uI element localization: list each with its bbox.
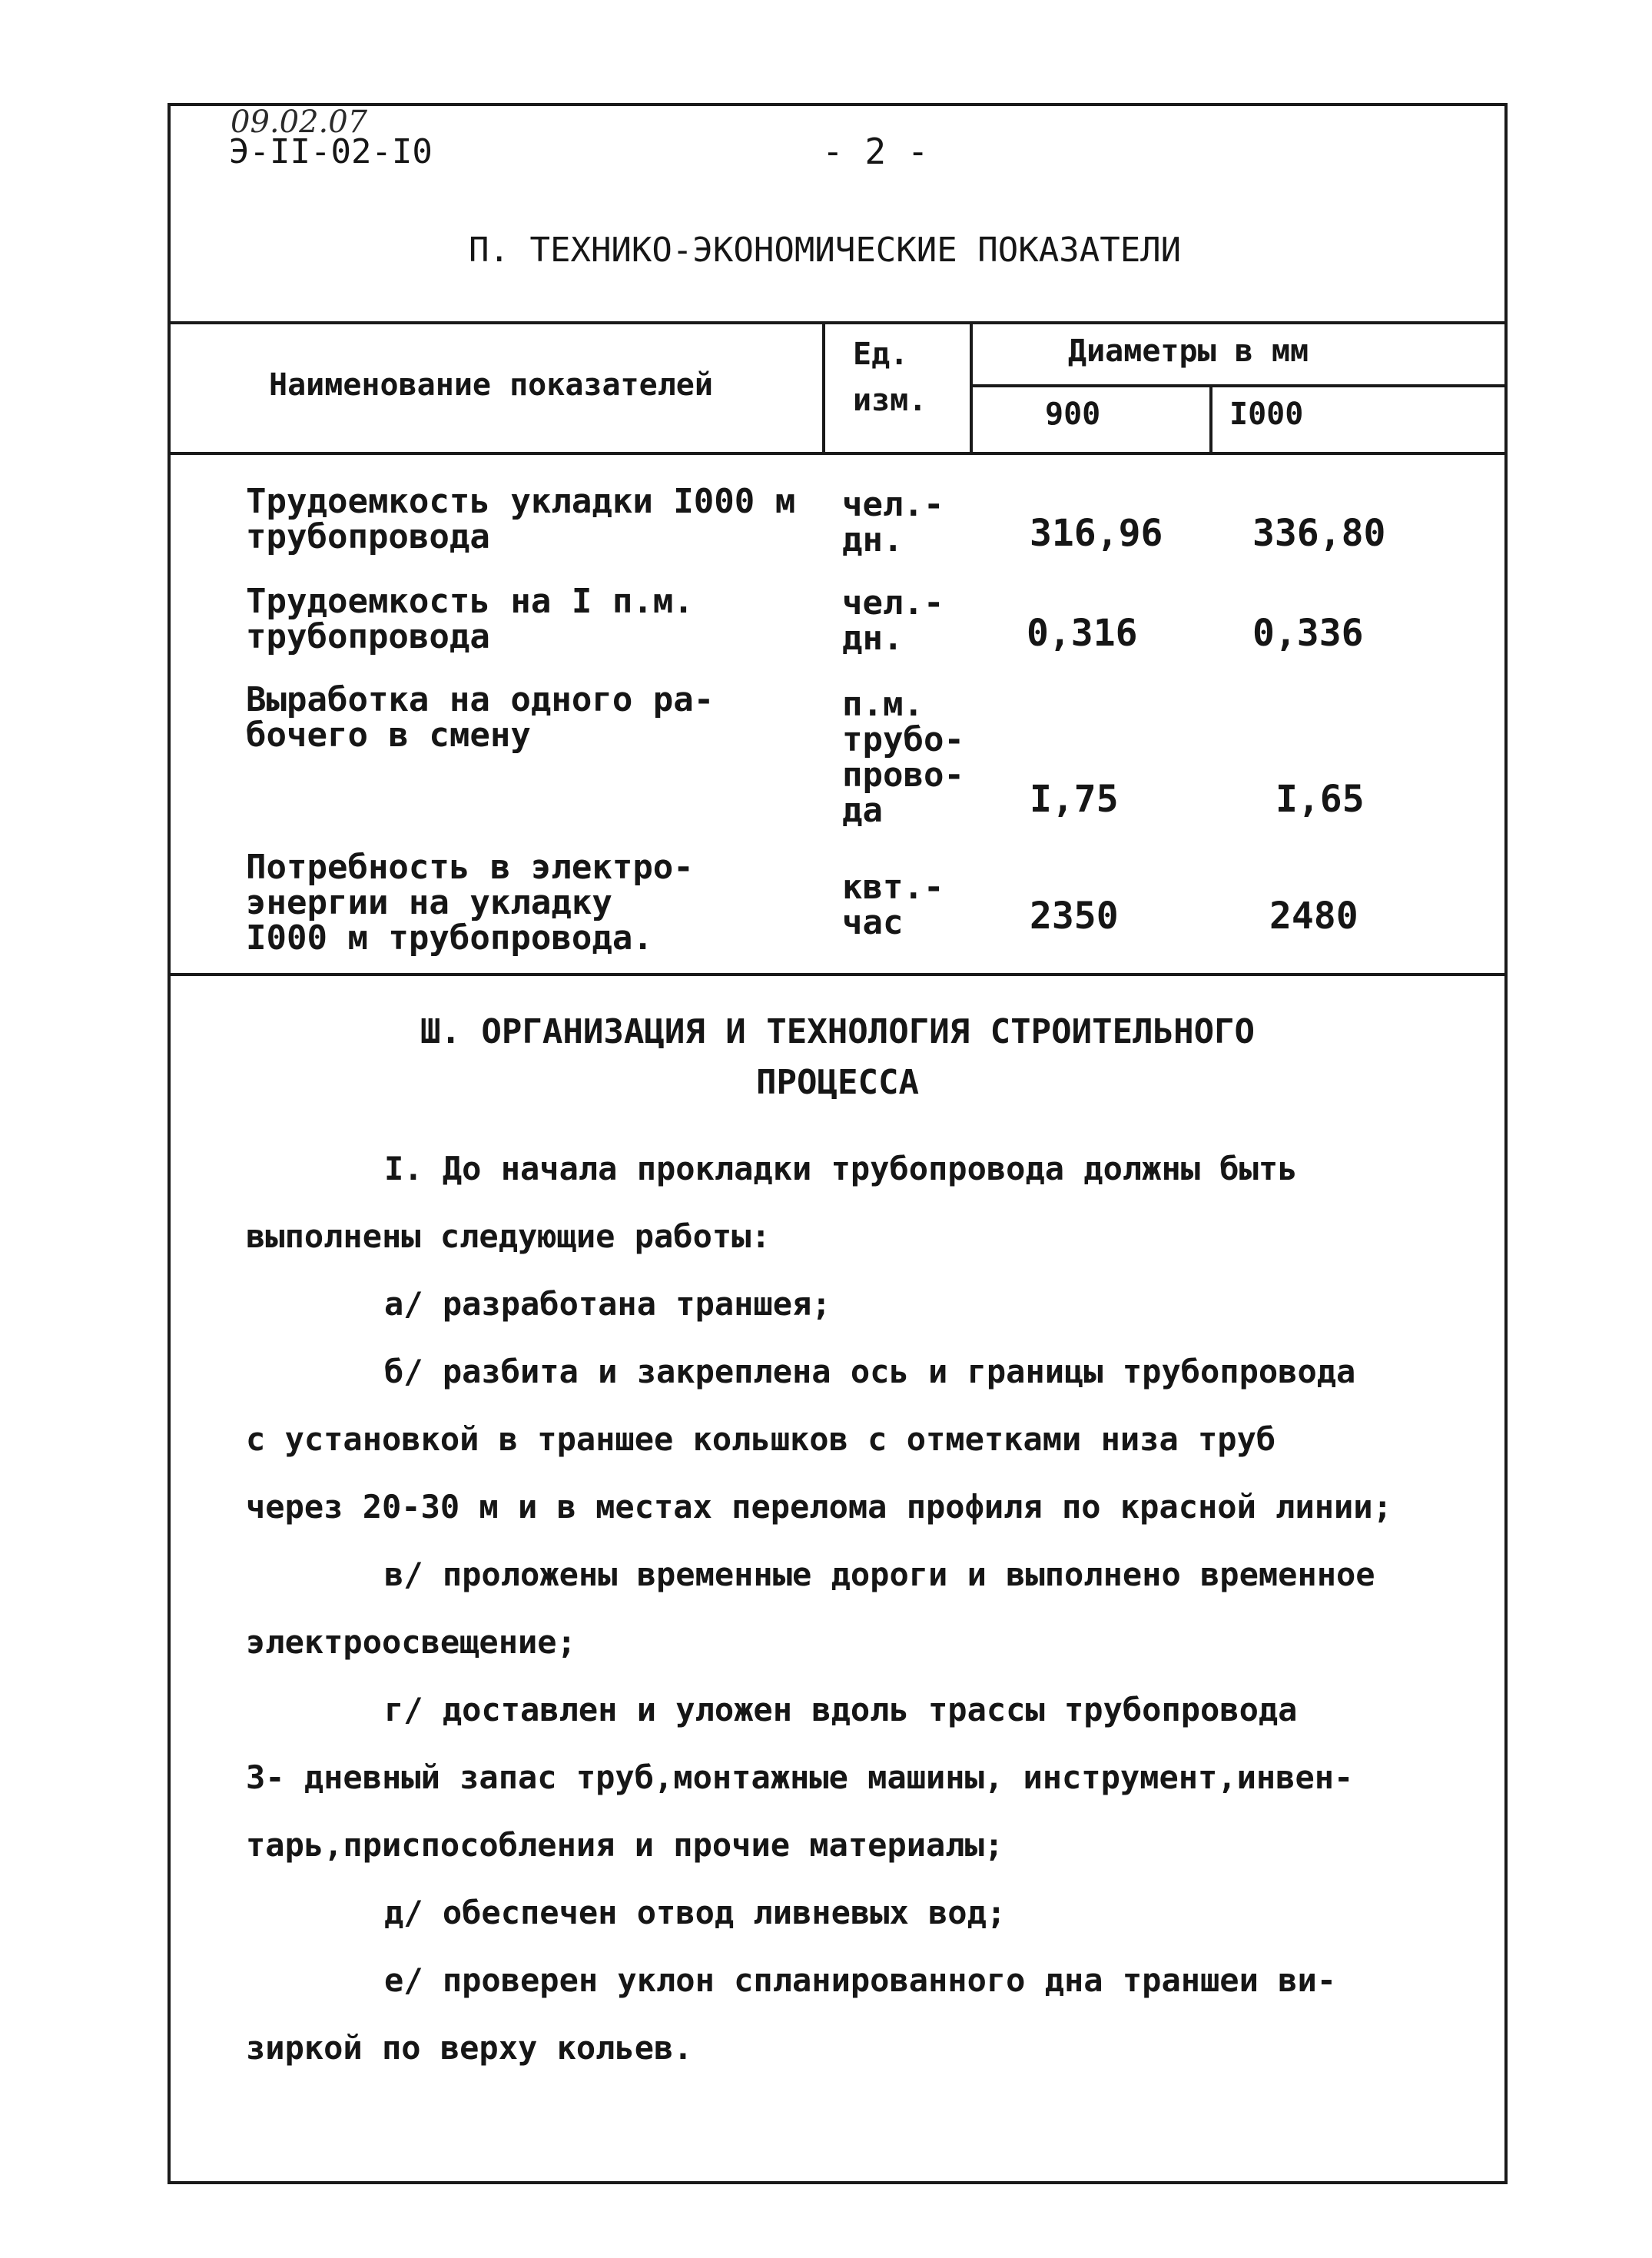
row-3-name	[246, 682, 714, 753]
section-3-title-line1: Ш. ОРГАНИЗАЦИЯ И ТЕХНОЛОГИЯ СТРОИТЕЛЬНОГО	[420, 1012, 1256, 1051]
section-3-line-6: через 20-30 м и в местах перелома профиля по красной линии;	[246, 1488, 1392, 1526]
header-unit-line1: Ед.	[853, 337, 909, 372]
header-diameter-1000: I000	[1229, 397, 1304, 432]
section-3-line-9: г/ доставлен и уложен вдоль трассы трубопровода	[384, 1691, 1298, 1728]
row-1-unit-line1: чел.-	[842, 485, 944, 524]
row-4-unit-line1: квт.-	[842, 868, 944, 907]
page-frame	[168, 103, 1508, 2184]
row-3-unit-line2: трубо-	[842, 720, 964, 759]
row-3-value-1000: I,65	[1275, 778, 1365, 821]
section-3-line-5: с установкой в траншее кольшков с отметками низа труб	[246, 1420, 1276, 1458]
table-divider-unit	[970, 321, 973, 453]
row-4-name-line3: I000 м трубопровода.	[246, 918, 653, 958]
row-4-value-1000: 2480	[1269, 895, 1358, 938]
section-3-line-13: е/ проверен уклон спланированного дна траншеи ви-	[384, 1961, 1337, 1999]
row-1-unit-line2: дн.	[842, 520, 904, 560]
row-1-value-1000: 336,80	[1252, 512, 1386, 555]
section-3-line-7: в/ проложены временные дороги и выполнено временное	[384, 1556, 1375, 1593]
table-divider-diameter	[1209, 384, 1212, 453]
row-2-unit-line1: чел.-	[842, 583, 944, 623]
section-3-line-10: 3- дневный запас труб,монтажные машины, инструмент,инвен-	[246, 1758, 1354, 1796]
header-diameter-900: 900	[1045, 397, 1101, 432]
row-1-unit	[842, 487, 944, 558]
section-3-line-14: зиркой по верху кольев.	[246, 2029, 693, 2067]
row-3-unit-line3: прово-	[842, 755, 964, 795]
table-bottom-line	[168, 973, 1508, 976]
row-2-name-line2: трубопровода	[246, 617, 490, 656]
header-diameters: Диаметры в мм	[1068, 334, 1309, 369]
row-4-value-900: 2350	[1030, 895, 1119, 938]
row-2-value-900: 0,316	[1027, 612, 1138, 655]
row-4-name-line1: Потребность в электро-	[246, 848, 694, 887]
header-unit-line2: изм.	[853, 383, 927, 418]
row-1-value-900: 316,96	[1030, 512, 1163, 555]
row-2-value-1000: 0,336	[1252, 612, 1364, 655]
section-3-line-8: электроосвещение;	[246, 1623, 576, 1661]
row-3-name-line1: Выработка на одного ра-	[246, 680, 715, 719]
header-indicator-name: Наименование показателей	[269, 367, 713, 403]
row-3-value-900: I,75	[1030, 778, 1119, 821]
row-3-unit-line4: да	[842, 791, 883, 830]
row-2-name-line1: Трудоемкость на I п.м.	[246, 582, 694, 621]
section-3-line-12: д/ обеспечен отвод ливневых вод;	[384, 1894, 1007, 1931]
row-2-name	[246, 584, 694, 655]
row-3-name-line2: бочего в смену	[246, 716, 531, 755]
section-3-line-1: I. До начала прокладки трубопровода должны быть	[384, 1150, 1298, 1187]
section-3-line-2: выполнены следующие работы:	[246, 1217, 771, 1255]
section-3-title-line2: ПРОЦЕССА	[756, 1063, 919, 1102]
row-2-unit-line2: дн.	[842, 619, 904, 658]
table-top-line	[168, 321, 1508, 324]
section-3-line-11: тарь,приспособления и прочие материалы;	[246, 1826, 1004, 1864]
row-4-name	[246, 850, 694, 956]
section-3-line-4: б/ разбита и закреплена ось и границы трубопровода	[384, 1353, 1356, 1390]
row-2-unit	[842, 583, 944, 658]
row-4-name-line2: энергии на укладку	[246, 883, 612, 922]
row-3-unit	[842, 687, 964, 828]
row-1-name-line1: Трудоемкость укладки I000 м	[246, 482, 796, 521]
diameter-subheader-line	[970, 384, 1508, 387]
table-divider-name	[822, 321, 825, 453]
row-4-unit-line2: час	[842, 903, 904, 942]
document-code: Э-II-02-I0	[229, 132, 433, 171]
section-title: П. ТЕХНИКО-ЭКОНОМИЧЕСКИЕ ПОКАЗАТЕЛИ	[469, 231, 1182, 270]
row-1-name-line2: трубопровода	[246, 517, 490, 556]
section-3-line-3: а/ разработана траншея;	[384, 1285, 831, 1323]
row-3-unit-line1: п.м.	[842, 685, 924, 724]
table-header-bottom-line	[168, 452, 1508, 455]
section-3-title	[168, 1007, 1508, 1108]
row-1-name	[246, 484, 795, 555]
page-number: - 2 -	[822, 131, 929, 172]
row-4-unit	[842, 870, 944, 941]
handwritten-date: 09.02.07	[231, 105, 368, 140]
